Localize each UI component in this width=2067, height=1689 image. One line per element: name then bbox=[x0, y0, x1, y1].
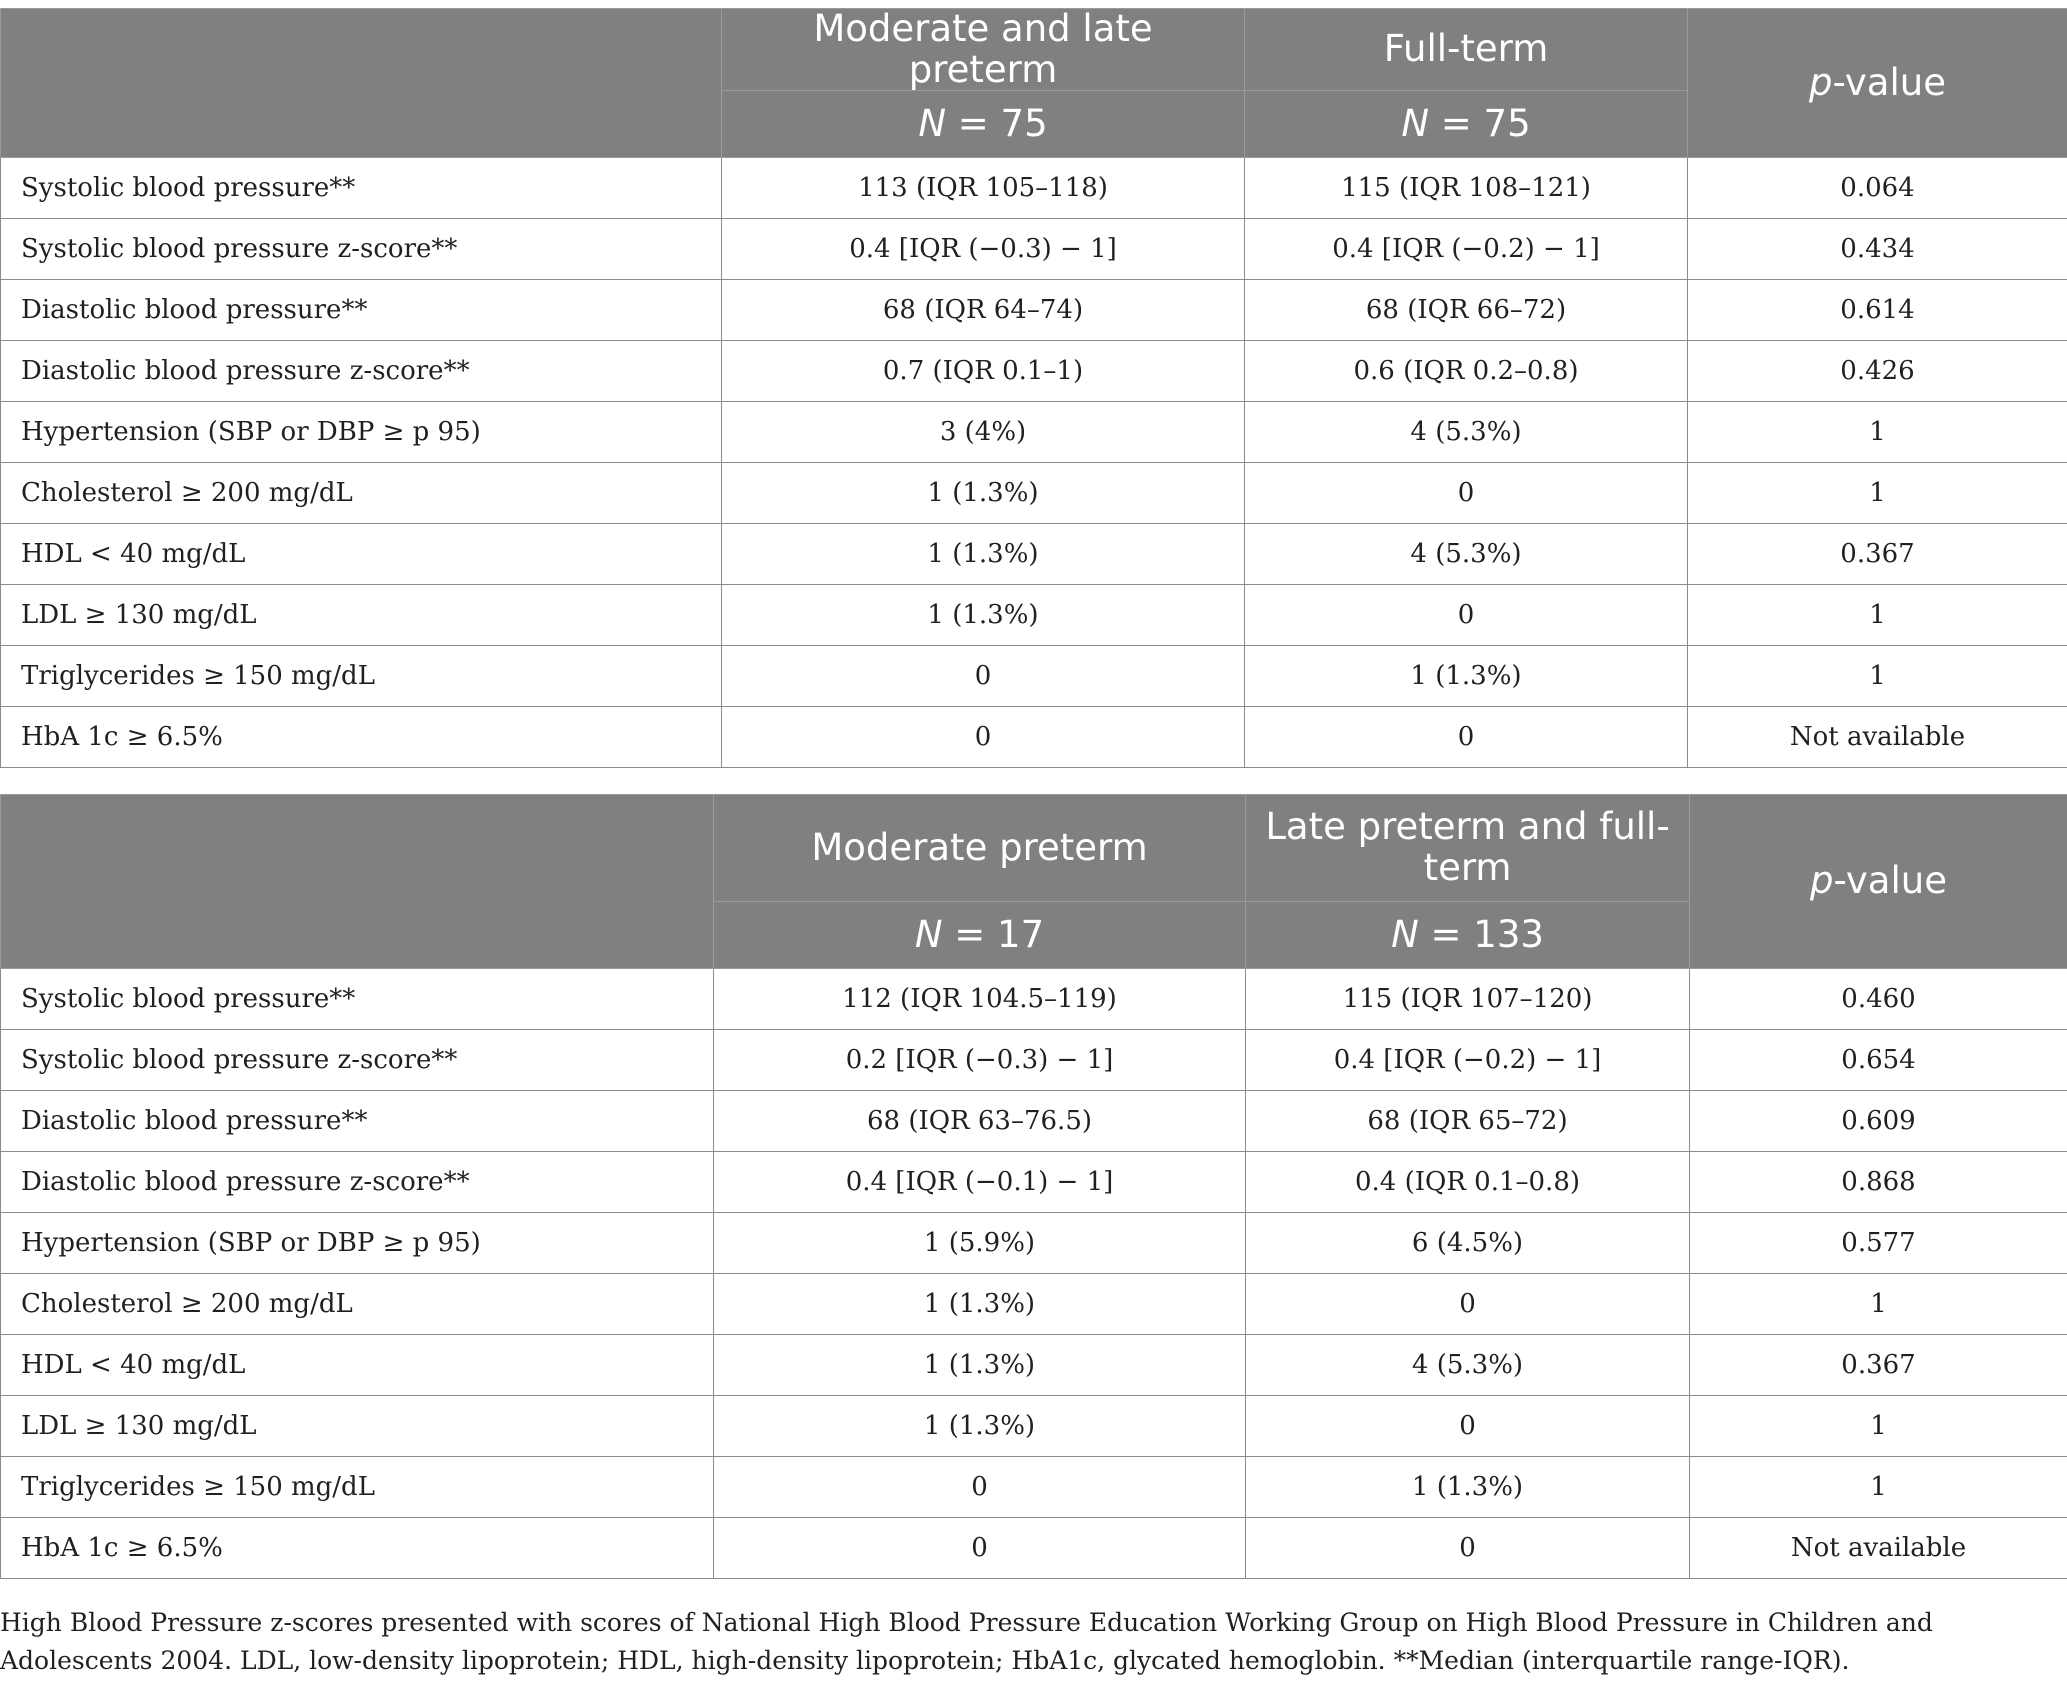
cell-group-a: 1 (1.3%) bbox=[722, 463, 1245, 524]
table-header-row bbox=[1, 795, 2067, 902]
comparison-table-2 bbox=[0, 794, 2067, 1579]
cell-pvalue: 1 bbox=[1690, 1274, 2067, 1335]
cell-pvalue: Not available bbox=[1690, 1518, 2067, 1579]
cell-pvalue: 0.434 bbox=[1688, 219, 2067, 280]
table-row bbox=[1, 524, 2067, 585]
row-label: HbA 1c ≥ 6.5% bbox=[1, 707, 722, 768]
cell-group-b: 0.4 [IQR (−0.2) − 1] bbox=[1246, 1030, 1690, 1091]
row-label: Systolic blood pressure z-score** bbox=[1, 1030, 714, 1091]
table-row bbox=[1, 1030, 2067, 1091]
row-label: HDL < 40 mg/dL bbox=[1, 524, 722, 585]
cell-pvalue: 1 bbox=[1688, 585, 2067, 646]
cell-group-a: 1 (1.3%) bbox=[714, 1274, 1246, 1335]
cell-group-b: 115 (IQR 108–121) bbox=[1245, 158, 1688, 219]
cell-group-a: 113 (IQR 105–118) bbox=[722, 158, 1245, 219]
cell-pvalue: 1 bbox=[1688, 646, 2067, 707]
row-label: HDL < 40 mg/dL bbox=[1, 1335, 714, 1396]
table-footnote: High Blood Pressure z-scores presented with scores of National High Blood Pressure Education Working Group on High Blood Pressure in Children and Adolescents 2004. LDL, low-density lipoprotein; HDL, high-density lipoprotein; HbA1c, glycated hemoglobin. **Median (interquartile range-IQR). bbox=[0, 1608, 1933, 1675]
row-label: Diastolic blood pressure z-score** bbox=[1, 1152, 714, 1213]
header-n-group-a bbox=[722, 91, 1245, 158]
cell-group-b: 4 (5.3%) bbox=[1245, 524, 1688, 585]
cell-group-b: 4 (5.3%) bbox=[1245, 402, 1688, 463]
table-row bbox=[1, 1335, 2067, 1396]
cell-group-b: 0.4 (IQR 0.1–0.8) bbox=[1246, 1152, 1690, 1213]
cell-pvalue: 0.367 bbox=[1688, 524, 2067, 585]
header-blank-cell bbox=[1, 9, 722, 158]
cell-pvalue: 1 bbox=[1690, 1396, 2067, 1457]
row-label: Diastolic blood pressure z-score** bbox=[1, 341, 722, 402]
cell-group-a: 3 (4%) bbox=[722, 402, 1245, 463]
cell-pvalue: 1 bbox=[1688, 402, 2067, 463]
row-label: Diastolic blood pressure** bbox=[1, 1091, 714, 1152]
cell-group-a: 0 bbox=[714, 1457, 1246, 1518]
cell-group-b: 0 bbox=[1245, 585, 1688, 646]
cell-group-a: 1 (1.3%) bbox=[722, 524, 1245, 585]
header-blank-cell bbox=[1, 795, 714, 969]
cell-pvalue: Not available bbox=[1688, 707, 2067, 768]
row-label: LDL ≥ 130 mg/dL bbox=[1, 585, 722, 646]
cell-group-a: 1 (1.3%) bbox=[714, 1396, 1246, 1457]
n-label: N bbox=[1401, 102, 1430, 146]
cell-group-b: 0 bbox=[1246, 1396, 1690, 1457]
row-label: Hypertension (SBP or DBP ≥ p 95) bbox=[1, 402, 722, 463]
cell-group-a: 112 (IQR 104.5–119) bbox=[714, 969, 1246, 1030]
cell-pvalue: 0.868 bbox=[1690, 1152, 2067, 1213]
header-n-group-b bbox=[1246, 902, 1690, 969]
cell-pvalue: 0.614 bbox=[1688, 280, 2067, 341]
cell-group-b: 68 (IQR 66–72) bbox=[1245, 280, 1688, 341]
cell-pvalue: 0.460 bbox=[1690, 969, 2067, 1030]
table-row bbox=[1, 280, 2067, 341]
cell-group-b: 68 (IQR 65–72) bbox=[1246, 1091, 1690, 1152]
cell-group-a: 0.4 [IQR (−0.1) − 1] bbox=[714, 1152, 1246, 1213]
row-label: Triglycerides ≥ 150 mg/dL bbox=[1, 1457, 714, 1518]
cell-pvalue: 1 bbox=[1688, 463, 2067, 524]
table-row bbox=[1, 402, 2067, 463]
cell-group-b: 0.6 (IQR 0.2–0.8) bbox=[1245, 341, 1688, 402]
cell-pvalue: 0.367 bbox=[1690, 1335, 2067, 1396]
cell-group-a: 0.4 [IQR (−0.3) − 1] bbox=[722, 219, 1245, 280]
row-label: Systolic blood pressure z-score** bbox=[1, 219, 722, 280]
row-label: Diastolic blood pressure** bbox=[1, 280, 722, 341]
header-pvalue bbox=[1690, 795, 2067, 969]
n-label: N bbox=[918, 102, 947, 146]
row-label: Hypertension (SBP or DBP ≥ p 95) bbox=[1, 1213, 714, 1274]
comparison-table-1 bbox=[0, 8, 2067, 768]
cell-group-b: 115 (IQR 107–120) bbox=[1246, 969, 1690, 1030]
table-row bbox=[1, 158, 2067, 219]
header-group-a: Moderate and late preterm bbox=[722, 9, 1245, 91]
cell-pvalue: 1 bbox=[1690, 1457, 2067, 1518]
cell-group-a: 0.2 [IQR (−0.3) − 1] bbox=[714, 1030, 1246, 1091]
cell-group-a: 0 bbox=[714, 1518, 1246, 1579]
cell-group-a: 1 (1.3%) bbox=[722, 585, 1245, 646]
n-value: = 17 bbox=[942, 912, 1045, 956]
cell-group-a: 0.7 (IQR 0.1–1) bbox=[722, 341, 1245, 402]
header-group-b: Full-term bbox=[1245, 9, 1688, 91]
row-label: LDL ≥ 130 mg/dL bbox=[1, 1396, 714, 1457]
cell-pvalue: 0.609 bbox=[1690, 1091, 2067, 1152]
cell-group-a: 68 (IQR 64–74) bbox=[722, 280, 1245, 341]
cell-group-a: 1 (1.3%) bbox=[714, 1335, 1246, 1396]
cell-group-a: 1 (5.9%) bbox=[714, 1213, 1246, 1274]
table-row bbox=[1, 1152, 2067, 1213]
table-header-row bbox=[1, 9, 2067, 91]
row-label: Systolic blood pressure** bbox=[1, 158, 722, 219]
n-label: N bbox=[914, 912, 943, 956]
cell-group-b: 1 (1.3%) bbox=[1245, 646, 1688, 707]
table-row bbox=[1, 219, 2067, 280]
row-label: Systolic blood pressure** bbox=[1, 969, 714, 1030]
header-n-group-b bbox=[1245, 91, 1688, 158]
n-label: N bbox=[1391, 912, 1419, 956]
n-value: = 133 bbox=[1418, 912, 1544, 956]
row-label: Cholesterol ≥ 200 mg/dL bbox=[1, 1274, 714, 1335]
cell-group-a: 0 bbox=[722, 646, 1245, 707]
pvalue-suffix: -value bbox=[1833, 859, 1947, 903]
header-pvalue bbox=[1688, 9, 2067, 158]
table-row bbox=[1, 341, 2067, 402]
cell-group-b: 0 bbox=[1246, 1518, 1690, 1579]
table-row bbox=[1, 1396, 2067, 1457]
cell-group-b: 0 bbox=[1245, 707, 1688, 768]
cell-pvalue: 0.064 bbox=[1688, 158, 2067, 219]
table-row bbox=[1, 1457, 2067, 1518]
table-row bbox=[1, 463, 2067, 524]
cell-pvalue: 0.577 bbox=[1690, 1213, 2067, 1274]
cell-group-a: 68 (IQR 63–76.5) bbox=[714, 1091, 1246, 1152]
pvalue-italic: p bbox=[1810, 859, 1834, 903]
table-row bbox=[1, 1274, 2067, 1335]
header-group-b: Late preterm and full-term bbox=[1246, 795, 1690, 902]
cell-pvalue: 0.654 bbox=[1690, 1030, 2067, 1091]
cell-group-b: 0 bbox=[1245, 463, 1688, 524]
cell-group-a: 0 bbox=[722, 707, 1245, 768]
table-row bbox=[1, 646, 2067, 707]
table-row bbox=[1, 707, 2067, 768]
row-label: HbA 1c ≥ 6.5% bbox=[1, 1518, 714, 1579]
row-label: Cholesterol ≥ 200 mg/dL bbox=[1, 463, 722, 524]
cell-group-b: 1 (1.3%) bbox=[1246, 1457, 1690, 1518]
n-value: = 75 bbox=[946, 102, 1048, 146]
pvalue-italic: p bbox=[1809, 60, 1833, 104]
table-row bbox=[1, 585, 2067, 646]
table-row bbox=[1, 969, 2067, 1030]
cell-group-b: 6 (4.5%) bbox=[1246, 1213, 1690, 1274]
cell-group-b: 0 bbox=[1246, 1274, 1690, 1335]
cell-group-b: 4 (5.3%) bbox=[1246, 1335, 1690, 1396]
header-n-group-a bbox=[714, 902, 1246, 969]
pvalue-suffix: -value bbox=[1832, 60, 1946, 104]
table-row bbox=[1, 1091, 2067, 1152]
cell-group-b: 0.4 [IQR (−0.2) − 1] bbox=[1245, 219, 1688, 280]
cell-pvalue: 0.426 bbox=[1688, 341, 2067, 402]
n-value: = 75 bbox=[1429, 102, 1531, 146]
row-label: Triglycerides ≥ 150 mg/dL bbox=[1, 646, 722, 707]
table-row bbox=[1, 1518, 2067, 1579]
header-group-a: Moderate preterm bbox=[714, 795, 1246, 902]
table-row bbox=[1, 1213, 2067, 1274]
